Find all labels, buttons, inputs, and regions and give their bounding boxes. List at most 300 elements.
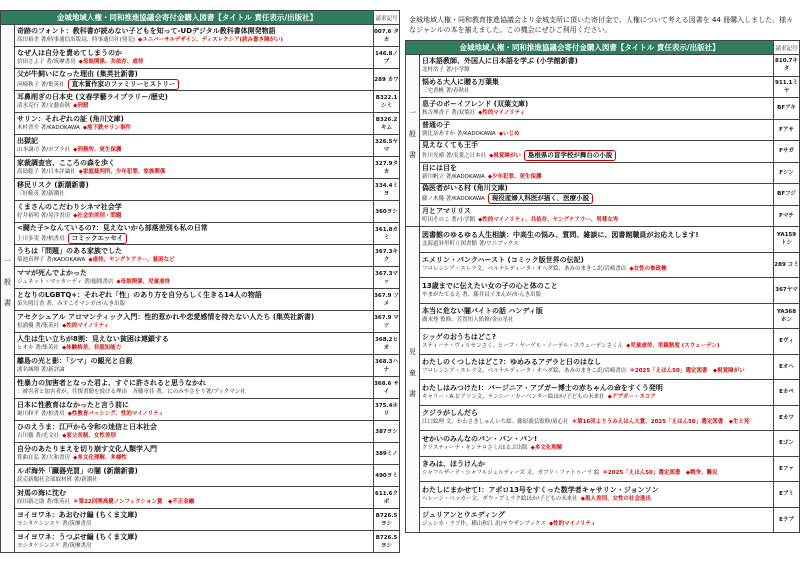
book-meta: 読売新聞社会部取材班 著/新潮社: [17, 477, 98, 483]
book-row: [1, 179, 400, 201]
call-number: B322.1 シミ: [374, 91, 400, 113]
book-row: [1, 465, 400, 487]
book-meta: キャリー・A.ピアソン文、テンシー・カーベンター絵ほか/子どもの未来社: [422, 393, 605, 400]
book-entry: [420, 205, 774, 227]
keyword-tags: ＊2025「えほん50」選定図書 ◆視覚障がい: [629, 368, 745, 375]
keyword-tags: ◆ユニバーサルデザイン、ディスレクシア(読み書き障がい): [137, 37, 284, 43]
call-number: 368.6 サイ: [374, 377, 400, 399]
book-author-publisher: [17, 256, 371, 264]
book-meta: ジェネット・マッカーディ 著/徳間書店: [17, 279, 114, 285]
keyword-tags: ◆家庭裁判所、少年犯罪、家族関係: [78, 169, 166, 175]
book-title: きみは、ほうけんか: [422, 460, 485, 469]
book-author-publisher: [422, 520, 771, 528]
book-row: [406, 98, 800, 120]
book-meta: 松浦優 著/集英社: [17, 323, 60, 329]
book-entry: [15, 157, 374, 179]
book-meta: 吉川徹 著/光文社: [17, 433, 60, 439]
keyword-tags: ◆体験格差、非認知能力: [61, 345, 122, 351]
book-title: 13歳までに伝えたい女の子の心と体のこと: [422, 281, 558, 290]
book-row: [406, 380, 800, 406]
book-entry: [420, 119, 774, 141]
right-table-title: 金城地域人権・同和推進協議会寄付金購入図書【タイトル 責任表示/出版社】: [406, 41, 774, 55]
book-title: わたしにまかせて!：アポロ13号をすくった数学者キャサリン・ジョンソン: [422, 485, 659, 494]
book-entry: [15, 399, 374, 421]
book-author-publisher: [422, 265, 771, 273]
book-author-publisher: [422, 418, 771, 426]
book-row: [1, 531, 400, 553]
book-row: [1, 421, 400, 443]
keyword-tags: ◆刑務所、更生保護: [73, 147, 122, 153]
call-number: Fシン: [774, 162, 800, 184]
book-author-publisher: [422, 495, 771, 503]
book-title: うちは「問題」のある家族でした: [17, 247, 122, 255]
book-author-publisher: [17, 278, 371, 286]
call-number: 289 コミ: [774, 252, 800, 278]
book-row: [1, 311, 400, 333]
call-number: Eファ: [774, 456, 800, 482]
book-entry: [420, 380, 774, 406]
book-entry: [15, 487, 374, 509]
book-meta: 河崎秋子 著/集英社: [17, 81, 65, 88]
book-title: 普通の子: [422, 121, 450, 130]
book-title: エメリン・パンクハースト (コミック版世界の伝記): [422, 256, 584, 265]
keyword-tags: ◆多文化理解、多様性: [73, 455, 127, 461]
book-row: [1, 91, 400, 113]
book-row: [1, 399, 400, 421]
book-author-publisher: [17, 498, 371, 506]
book-author-publisher: [422, 444, 771, 452]
call-number: 367.3キク: [374, 245, 400, 267]
call-number: Eラブ: [774, 507, 800, 533]
call-number: B726.5 ヨシ: [374, 531, 400, 553]
keyword-tags: ◆性的マイノリティ: [478, 109, 526, 116]
right-num-header: 請求記号: [774, 41, 800, 55]
book-title: アセクシュアル アロマンティック入門：性的惹かれや恋愛感情を持たない人たち (集英社新書): [17, 313, 315, 321]
call-number: BFアキ: [774, 98, 800, 120]
book-meta: 波名城翔 著/新評論: [17, 367, 65, 373]
call-number: 326.5ヤマ: [374, 135, 400, 157]
keyword-tags: ◆性的マイノリティ: [62, 323, 110, 329]
book-author-publisher: [17, 388, 371, 396]
book-entry: [15, 421, 374, 443]
book-title: となりのLGBTQ+：それぞれ「性」のあり方を自分らしく生きる14人の物語: [17, 291, 262, 299]
call-number: 368.2ヒオ: [374, 333, 400, 355]
book-entry: [420, 303, 774, 329]
book-row: [406, 55, 800, 77]
book-entry: [420, 507, 774, 533]
book-author-publisher: [17, 79, 371, 90]
book-row: [406, 141, 800, 163]
book-author-publisher: [17, 36, 371, 44]
book-meta: 三好範英 著/新潮社: [17, 191, 65, 197]
call-number: 387ヨシ: [374, 421, 400, 443]
book-title: 見えなくても王手: [422, 141, 478, 150]
left-book-table: [0, 10, 400, 553]
book-meta: 藤ノ木優 著/KADOKAWA: [422, 196, 485, 203]
book-entry: [15, 531, 374, 553]
book-row: [406, 482, 800, 508]
keyword-tags: ◆母娘関係、共依存、虐待: [78, 59, 144, 65]
book-entry: [420, 141, 774, 163]
book-meta: シャフルザード・シャフルジェルディーズ 文、ガブリ・ファトゥーラ 絵: [422, 470, 600, 477]
call-number: 367.9 マツ: [374, 311, 400, 333]
call-number: BFフジ: [774, 184, 800, 206]
highlight-note: コミックエッセイ: [68, 233, 127, 244]
book-meta: 新川帆立 著/KADOKAWA: [422, 174, 485, 181]
book-meta: 北村浩子 著/小学館: [422, 66, 470, 73]
book-row: [1, 47, 400, 69]
book-title: ルポ海外「臓器売買」の闇 (新潮新書): [17, 467, 138, 475]
book-title: <闘た子>なんているの?：見えないから部落差別も私の日常: [17, 223, 208, 232]
book-author-publisher: [17, 322, 371, 330]
book-row: [406, 205, 800, 227]
keyword-tags: ◆虐待、ヤングケアラー、貧困など: [88, 257, 175, 263]
book-row: [1, 25, 400, 47]
book-title: 月とアマリリス: [422, 207, 471, 216]
book-meta: 清水克行 著/文藝春秋: [17, 103, 71, 109]
book-author-publisher: [17, 168, 371, 176]
book-meta: 三宅香帆 著/春秋社: [422, 88, 470, 95]
book-row: [406, 405, 800, 431]
book-entry: [15, 355, 374, 377]
book-entry: [420, 278, 774, 304]
book-entry: [15, 179, 374, 201]
book-title: サリン：それぞれの証 (角川文庫): [17, 115, 124, 123]
book-meta: 箕曲在弘 著/大和書房: [17, 455, 71, 461]
book-entry: [15, 135, 374, 157]
book-meta: 朝比奈あすか 著/KADOKAWA: [422, 131, 496, 138]
book-meta: 窪田新之助 著/集英社: [17, 499, 71, 505]
book-title: くまさんのこだわりシネマ社会学: [17, 203, 122, 211]
book-title: 性暴力の加害者となった君よ、すぐに許されると思うなかれ: [17, 379, 206, 387]
call-number: 368.3ハナ: [374, 355, 400, 377]
call-number: Eヴィ: [774, 329, 800, 355]
right-book-table: [405, 40, 800, 533]
book-row: [1, 113, 400, 135]
keyword-tags: ◆性的マイノリティ: [548, 521, 596, 528]
call-number: 361.8カミ: [374, 223, 400, 245]
keyword-tags: ◆黒人差別、女性の社会進出: [580, 495, 651, 502]
book-author-publisher: [422, 150, 771, 161]
book-title: 耳鼻削ぎの日本史 (文春学藝ライブラリー/歴史): [17, 93, 168, 101]
book-entry: [15, 245, 374, 267]
call-number: 367.3マッ: [374, 267, 400, 289]
book-meta: 江口絵理 文、かわさきしゅんいち絵、藤原義弘監修/童心社: [422, 419, 569, 426]
book-row: [406, 252, 800, 278]
book-title: わたしはみつけた!：バージニア・アプガー博士の赤ちゃんの命をすくう発明: [422, 383, 663, 392]
book-author-publisher: [17, 520, 371, 528]
call-number: 490ヨミ: [374, 465, 400, 487]
book-entry: [420, 482, 774, 508]
book-meta: ジェシカ・ラブ作、横山和江 訳/サウザンブックス: [422, 521, 546, 528]
book-entry: [420, 184, 774, 206]
book-title: 目には目を: [422, 164, 457, 173]
book-author-publisher: [17, 344, 371, 352]
book-title: ひのえうま：江戸から令和の迷信と日本社会: [17, 423, 157, 431]
right-panel: [405, 0, 800, 533]
highlight-note: 直木賞作家のファミリーヒストリー: [68, 79, 180, 90]
call-number: 367ヤマ: [774, 278, 800, 304]
book-entry: [15, 69, 374, 91]
book-row: [1, 267, 400, 289]
book-author-publisher: [422, 87, 771, 95]
book-meta: フロレンシア・エレラ文、ベルナルディータ・オヘダ絵、あみのまきこ訳/岩崎書店: [422, 368, 627, 375]
call-number: 611.6クボ: [374, 487, 400, 509]
book-row: [406, 184, 800, 206]
book-entry: [15, 201, 374, 223]
book-meta: 好井裕明 著/晃洋書房: [17, 213, 71, 219]
book-entry: [420, 162, 774, 184]
book-title: 本当に危ない闇バイトの話 ハンディ版: [422, 307, 543, 316]
book-row: [1, 135, 400, 157]
book-author-publisher: [422, 291, 771, 299]
book-title: 息子のボーイフレンド (双葉文庫): [422, 99, 529, 108]
book-meta: ヨシタケシンスケ 著/筑摩書房: [17, 543, 92, 549]
highlight-note: 現役産婦人科医が描く、医療小説: [488, 193, 593, 204]
book-title: ママが死んでよかった: [17, 269, 87, 277]
book-author-publisher: [17, 102, 371, 110]
keyword-tags: ◆女性の参政権: [629, 266, 667, 273]
call-number: 810.7キタ: [774, 55, 800, 77]
book-row: [1, 223, 400, 245]
book-title: ジュリアンとウエディング: [422, 511, 505, 520]
call-number: Fサガ: [774, 141, 800, 163]
book-title: せかいのみんなのパン・パン・パン!: [422, 434, 538, 443]
book-meta: 山本譲司 著/ポプラ社: [17, 147, 71, 153]
book-author-publisher: [17, 410, 371, 418]
book-entry: [15, 289, 374, 311]
book-title: 対馬の海に沈む: [17, 489, 66, 497]
book-meta: ヨシタケシンスケ 著/筑摩書房: [17, 521, 92, 527]
book-author-publisher: [422, 240, 771, 248]
book-author-publisher: [422, 469, 771, 477]
book-entry: [420, 98, 774, 120]
book-entry: [15, 91, 374, 113]
book-title: 自分のあたりまえを切り崩す文化人類学入門: [17, 445, 157, 453]
keyword-tags: ◆性的マイノリティ、共依存、ヤングケアラー、男尊女卑: [478, 217, 619, 224]
keyword-tags: ◆いじめ: [498, 131, 520, 138]
book-author-publisher: [17, 233, 371, 244]
book-row: [406, 354, 800, 380]
book-title: 日本語教師、外国人に日本語を学ぶ (小学館新書): [422, 56, 578, 65]
book-row: [1, 333, 400, 355]
book-entry: [420, 329, 774, 355]
book-entry: [15, 47, 374, 69]
book-author-publisher: [422, 316, 771, 324]
book-entry: [15, 443, 374, 465]
category-label: 一般書: [1, 25, 15, 553]
book-entry: [420, 456, 774, 482]
call-number: Eゴン: [774, 431, 800, 457]
book-row: [1, 355, 400, 377]
book-author-publisher: [17, 58, 371, 66]
book-row: [1, 509, 400, 531]
book-row: [406, 303, 800, 329]
book-title: 離島の光と影：「シマ」の観光と自殺: [17, 357, 133, 365]
right-table-header: [406, 41, 800, 55]
book-entry: [420, 405, 774, 431]
book-row: [406, 119, 800, 141]
book-row: [406, 227, 800, 253]
call-number: 389ミノ: [374, 443, 400, 465]
book-meta: 高田裕美 著/時事通信出版局、時事通信社(発売): [17, 37, 135, 43]
book-author-publisher: [422, 342, 771, 350]
left-table-header: [1, 11, 400, 25]
call-number: 007.6 タカ: [374, 25, 400, 47]
keyword-tags: ◆地下鉄サリン事件: [82, 125, 132, 131]
keyword-tags: ◆少年犯罪、更生保護: [487, 174, 542, 181]
book-row: [406, 456, 800, 482]
call-number: Eカペ: [774, 380, 800, 406]
book-entry: [15, 465, 374, 487]
book-title: シッゲのおうちはどこ?: [422, 332, 496, 341]
call-number: 327.9タカ: [374, 157, 400, 179]
intro-text: 金城地域人権・同和教育推進協議会より金城支所に頂いた寄付金で、人権について考える図書を 44 冊購入しました。様々なジャンルの本を揃えました。この機会にぜひご利用ください。: [409, 16, 794, 34]
call-number: Fマチ: [774, 205, 800, 227]
book-row: [1, 245, 400, 267]
call-number: B326.2 キム: [374, 113, 400, 135]
book-entry: [15, 333, 374, 355]
book-meta: スティーナ・ヴィルセンさく、ヒーブ・ヤーゲル・ノーデル・スウェーデンさくん: [422, 342, 624, 349]
left-num-header: 請求記号: [374, 11, 400, 25]
book-entry: [420, 76, 774, 98]
book-meta: 菊池真理子 著/KADOKAWA: [17, 257, 86, 263]
call-number: 360ヨシ: [374, 201, 400, 223]
book-meta: 染矢明日香 著、みすこそマンガ/かんき出版: [17, 301, 126, 307]
book-meta: 町田そのこ 著/小学館: [422, 217, 476, 224]
keyword-tags: ◆社会的差別・問題: [73, 213, 122, 219]
book-title: 図書館のゆるゆる人生相談：中高生の悩み、質問、雑談に、図書館職員がお応えします!: [422, 230, 699, 239]
highlight-note: 島根県の盲学校が舞台の小説: [524, 150, 617, 161]
book-title: なぜ人は自分を責めてしまうのか: [17, 49, 122, 57]
keyword-tags: ＊第22回開高健ノンフィクション賞 ◆不正金融: [73, 499, 195, 505]
call-number: Eブミ: [774, 482, 800, 508]
book-row: [1, 443, 400, 465]
book-author-publisher: [422, 393, 771, 401]
keyword-tags: ＊第16回よりうみえほん大賞、2025「えほん50」選定図書 ◆生と死: [571, 419, 750, 426]
book-meta: ヒオカ 著/集英社: [17, 345, 59, 351]
book-row: [1, 289, 400, 311]
category-label: 一般書: [406, 55, 420, 227]
book-title: クジラがしんだら: [422, 409, 478, 418]
book-meta: 上川多実 著/柏書房: [17, 235, 65, 242]
book-row: [1, 201, 400, 223]
book-title: 悩める大人に贈る万葉集: [422, 78, 499, 87]
book-author-publisher: [17, 190, 371, 198]
book-entry: [15, 113, 374, 135]
book-meta: 木村晋介 著/KADOKAWA: [17, 125, 80, 131]
book-row: [406, 431, 800, 457]
call-number: 334.4ミヨ: [374, 179, 400, 201]
keyword-tags: ◆性教育バッシング、性的マイノリティ: [67, 411, 164, 417]
call-number: 289 カワ: [374, 69, 400, 91]
book-row: [406, 76, 800, 98]
book-row: [1, 157, 400, 179]
book-row: [1, 487, 400, 509]
book-meta: 高島聡子 著/日本評論社: [17, 169, 76, 175]
book-author-publisher: [422, 130, 771, 138]
keyword-tags: ◆母娘関係、児童虐待: [116, 279, 171, 285]
book-title: 父が牛飼いになった理由 (集英社新書): [17, 69, 138, 78]
book-title: ヨイヨワネ：うつぶせ編 (ちくま文庫): [17, 533, 138, 541]
book-title: 移民リスク (新潮新書): [17, 181, 89, 189]
book-author-publisher: [17, 146, 371, 154]
book-entry: [420, 431, 774, 457]
book-meta: やまがたてるえ 著、藤井昌子まんが/かんき出版: [422, 291, 542, 298]
book-author-publisher: [422, 367, 771, 375]
book-author-publisher: [422, 66, 771, 74]
call-number: YA368 ホン: [774, 303, 800, 329]
book-title: わたしのくつしたはどこ?：ゆめみるアデラと日のはなし: [422, 358, 602, 367]
book-row: [1, 377, 400, 399]
book-author-publisher: [422, 173, 771, 181]
book-row: [406, 507, 800, 533]
book-entry: [15, 509, 374, 531]
book-entry: [15, 25, 374, 47]
book-author-publisher: [17, 366, 371, 374]
book-title: 偽医者がいる村 (角川文庫): [422, 184, 508, 193]
book-title: ヨイヨワネ：あおむけ編 (ちくま文庫): [17, 511, 138, 519]
call-number: 146.8ノブ: [374, 47, 400, 69]
book-author-publisher: [422, 193, 771, 204]
book-title: 出獄記: [17, 137, 38, 145]
book-author-publisher: [17, 432, 371, 440]
keyword-tags: ◆家父長制、女性差別: [62, 433, 116, 439]
book-entry: [420, 55, 774, 77]
call-number: Eオヘ: [774, 354, 800, 380]
book-author-publisher: [17, 124, 371, 132]
keyword-tags: ＊2025「えほん50」選定図書 ◆戦争、難民: [602, 470, 718, 477]
keyword-tags: ◆視覚障がい: [489, 153, 521, 160]
book-row: [406, 329, 800, 355]
book-entry: [15, 311, 374, 333]
book-author-publisher: [17, 476, 371, 484]
book-author-publisher: [17, 454, 371, 462]
book-author-publisher: [422, 109, 771, 117]
book-row: [406, 278, 800, 304]
call-number: 375.4ホリ: [374, 399, 400, 421]
book-entry: [15, 377, 374, 399]
call-number: B726.5 ヨシ: [374, 509, 400, 531]
book-title: 奇跡のフォント：教科書が読めない子どもを知って-UDデジタル教科書体開発物語: [17, 27, 276, 35]
book-meta: 秋吉理香子 著/双葉社: [422, 109, 476, 116]
book-author-publisher: [17, 212, 371, 220]
book-meta: 廣末登 監修、芳賀恒人監修/金の星社: [422, 317, 514, 324]
keyword-tags: ◆刑罰: [73, 103, 89, 109]
book-meta: 堀川修平 著/柏書房: [17, 411, 65, 417]
book-meta: ：被害者と加害者が、往復書簡を続ける理由 斉藤章佳 著、にのみやさをり著/ブックマン社: [17, 389, 246, 395]
book-meta: 北海道斜里町立図書館 著/ワニブックス: [422, 240, 519, 247]
call-number: Eカワ: [774, 405, 800, 431]
call-number: Fアサ: [774, 119, 800, 141]
call-number: 911.1ミヤ: [774, 76, 800, 98]
book-meta: ヘレーン・ベッカー文、ダウ・プミラク絵ほか/子どもの未来社: [422, 495, 578, 502]
book-entry: [15, 223, 374, 245]
book-meta: 信田さよ子 著/筑摩書房: [17, 59, 76, 65]
book-entry: [420, 252, 774, 278]
call-number: YA159 トシ: [774, 227, 800, 253]
keyword-tags: ◆アプガー・スコア: [607, 393, 656, 400]
book-entry: [15, 267, 374, 289]
book-meta: クリスティーナ・キンテロさく/ほるぷ出版: [422, 444, 528, 451]
book-meta: フロレンシア・エレラ文、ベルナルディータ・オヘダ絵、あみのまきこ訳/岩崎書店: [422, 266, 627, 273]
book-entry: [420, 354, 774, 380]
book-row: [406, 162, 800, 184]
book-entry: [420, 227, 774, 253]
book-author-publisher: [17, 300, 371, 308]
book-author-publisher: [422, 216, 771, 224]
left-table-title: 金城地域人権・同和推進協議会寄付金購入図書【タイトル 責任表示/出版社】: [1, 11, 374, 25]
